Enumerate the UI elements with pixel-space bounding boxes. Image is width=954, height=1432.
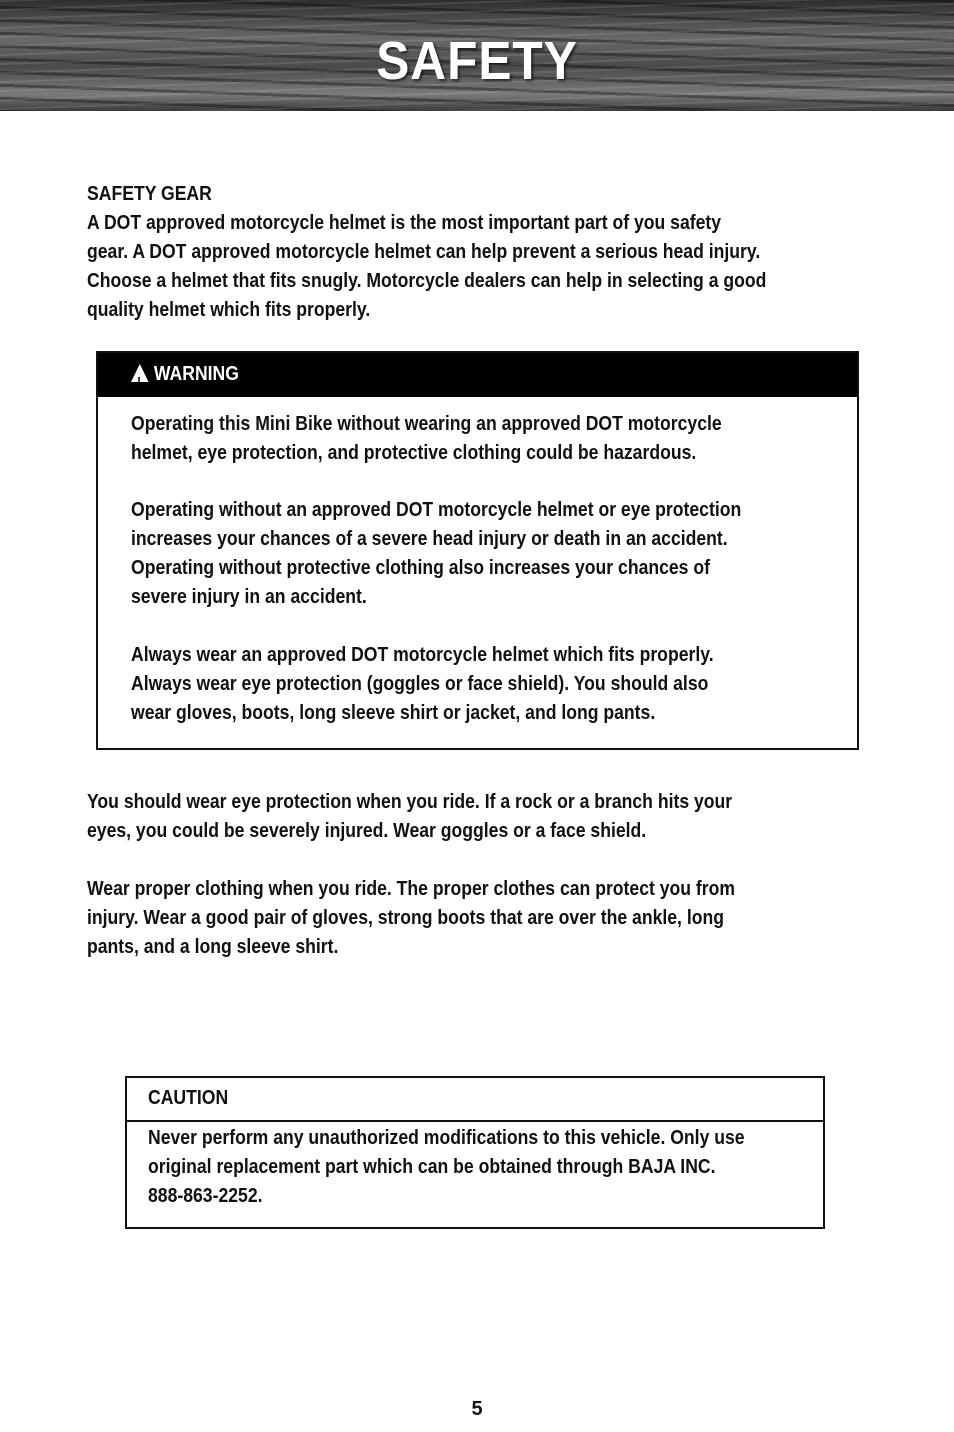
warning-line: Operating without protective clothing also increases your chances of: [131, 557, 710, 579]
warning-box: [96, 351, 859, 750]
body-line: Wear proper clothing when you ride. The proper clothes can protect you from: [87, 878, 736, 900]
body-line: gear. A DOT approved motorcycle helmet can help prevent a serious head injury.: [87, 241, 761, 263]
warning-header: [98, 353, 857, 397]
caution-body: [148, 1124, 745, 1211]
warning-paragraph-3: [131, 641, 714, 728]
caution-divider: [127, 1120, 823, 1122]
warning-line: helmet, eye protection, and protective clothing could be hazardous.: [131, 442, 697, 464]
safety-gear-section: [87, 180, 766, 325]
page-number: 5: [471, 1398, 483, 1420]
warning-paragraph-1: [131, 410, 722, 468]
body-line: pants, and a long sleeve shirt.: [87, 936, 339, 958]
body-line: eyes, you could be severely injured. Wear goggles or a face shield.: [87, 820, 647, 842]
page-title: SAFETY: [376, 31, 578, 91]
warning-line: Always wear an approved DOT motorcycle helmet which fits properly.: [131, 644, 714, 666]
caution-line: original replacement part which can be obtained through BAJA INC.: [148, 1156, 716, 1178]
warning-line: Always wear eye protection (goggles or face shield). You should also: [131, 673, 709, 695]
body-line: Choose a helmet that fits snugly. Motorcycle dealers can help in selecting a good: [87, 270, 767, 292]
body-line: A DOT approved motorcycle helmet is the most important part of you safety: [87, 212, 722, 234]
warning-line: severe injury in an accident.: [131, 586, 367, 608]
warning-paragraph-2: [131, 496, 741, 612]
caution-line: 888-863-2252.: [148, 1185, 263, 1207]
warning-label-row: [131, 360, 239, 389]
caution-line: Never perform any unauthorized modifications to this vehicle. Only use: [148, 1127, 745, 1149]
header-banner: [0, 0, 954, 111]
warning-line: Operating without an approved DOT motorcycle helmet or eye protection: [131, 499, 742, 521]
body-line: quality helmet which fits properly.: [87, 299, 371, 321]
warning-line: Operating this Mini Bike without wearing an approved DOT motorcycle: [131, 413, 722, 435]
warning-line: increases your chances of a severe head injury or death in an accident.: [131, 528, 728, 550]
warning-triangle-icon: [131, 364, 149, 382]
warning-label: WARNING: [153, 363, 239, 385]
caution-label: CAUTION: [148, 1087, 229, 1109]
caution-box: [125, 1076, 825, 1229]
eye-protection-paragraph: [87, 788, 732, 846]
clothing-paragraph: [87, 875, 735, 962]
section-heading: SAFETY GEAR: [87, 183, 212, 205]
warning-line: wear gloves, boots, long sleeve shirt or jacket, and long pants.: [131, 702, 656, 724]
body-line: injury. Wear a good pair of gloves, strong boots that are over the ankle, long: [87, 907, 724, 929]
body-line: You should wear eye protection when you ride. If a rock or a branch hits your: [87, 791, 733, 813]
